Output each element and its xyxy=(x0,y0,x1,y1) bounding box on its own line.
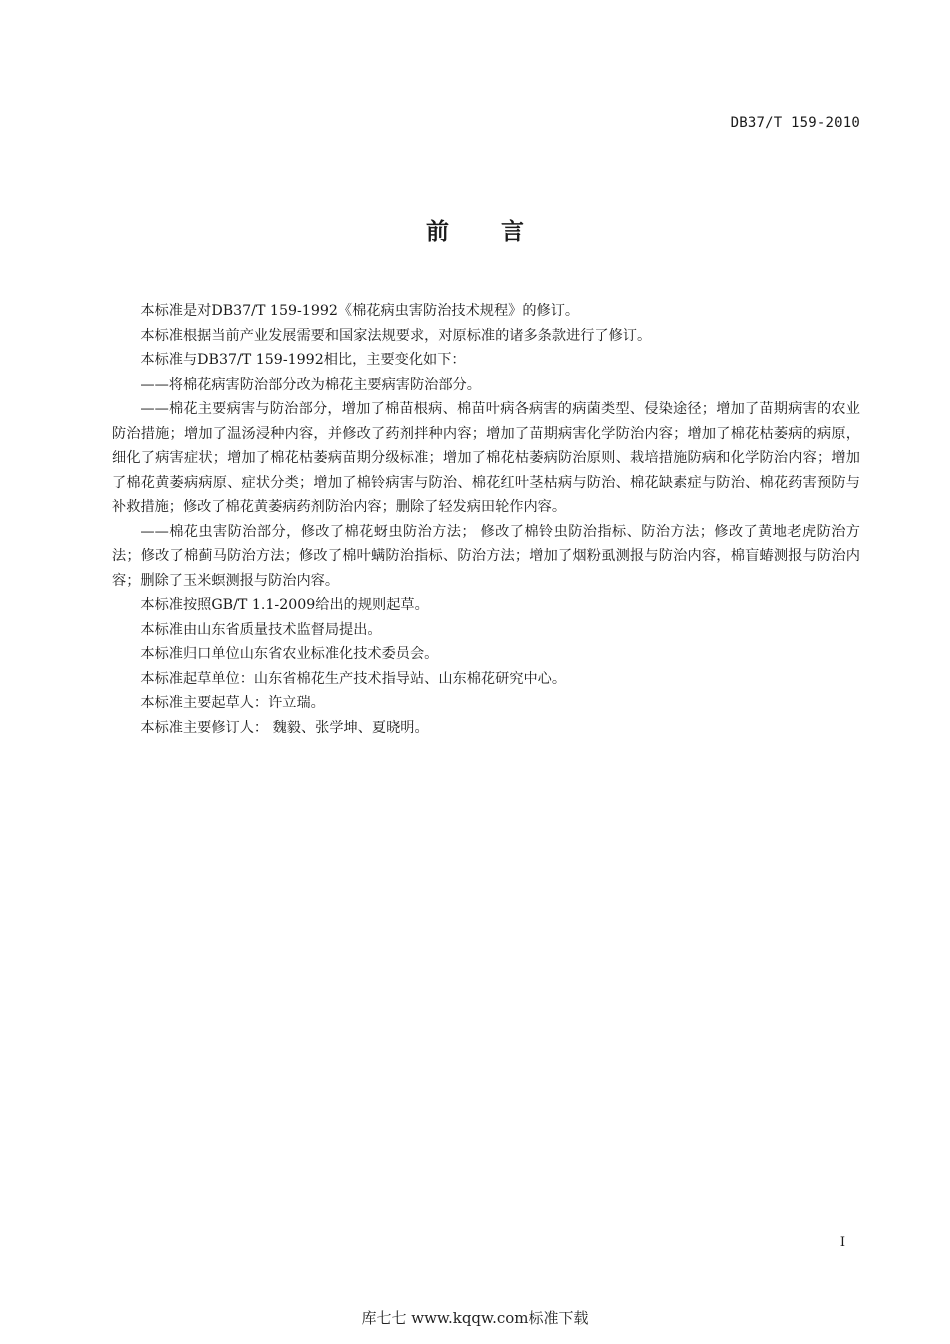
watermark-link[interactable]: 库七七 www.kqqw.com标准下载 xyxy=(361,1309,589,1327)
paragraph: 本标准与DB37/T 159-1992相比，主要变化如下： xyxy=(140,352,466,368)
document-code: DB37/T 159-2010 xyxy=(730,115,860,131)
paragraph: 本标准起草单位：山东省棉花生产技术指导站、山东棉花研究中心。 xyxy=(140,670,567,687)
paragraph: 本标准由山东省质量技术监督局提出。 xyxy=(140,621,382,638)
paragraph: 本标准按照GB/T 1.1-2009给出的规则起草。 xyxy=(140,597,429,613)
paragraph: 本标准主要修订人： 魏毅、张学坤、夏晓明。 xyxy=(140,719,429,736)
paragraph: ——将棉花病害防治部分改为棉花主要病害防治部分。 xyxy=(140,376,481,393)
paragraph: ——棉花虫害防治部分，修改了棉花蚜虫防治方法； 修改了棉铃虫防治指标、防治方法；修改了黄地老虎防治方法；修改了棉蓟马防治方法；修改了棉叶螨防治指标、防治方法；增加了烟粉虱测报与防治内容，棉盲蝽测报与防治内容；删除了玉米螟测报与防治内容。 xyxy=(112,523,860,589)
page-title: 前言 xyxy=(426,219,576,245)
paragraph: 本标准归口单位山东省农业标准化技术委员会。 xyxy=(140,646,439,662)
paragraph: 本标准主要起草人：许立瑞。 xyxy=(140,695,325,711)
paragraph: ——棉花主要病害与防治部分，增加了棉苗根病、棉苗叶病各病害的病菌类型、侵染途径；增加了苗期病害的农业防治措施；增加了温汤浸种内容，并修改了药剂拌种内容；增加了苗期病害化学防治内容；增加了棉花枯萎病的病原，细化了病害症状；增加了棉花枯萎病苗期分级标准；增加了棉花枯萎病防治原则、栽培措施防病和化学防治内容；增加了棉花黄萎病病原、症状分类；增加了棉铃病害与防治、棉花红叶茎枯病与防治、棉花缺素症与防治、棉花药害预防与补救措施；修改了棉花黄萎病药剂防治内容；删除了轻发病田轮作内容。 xyxy=(112,401,860,515)
page-number: I xyxy=(839,1235,845,1250)
paragraph: 本标准根据当前产业发展需要和国家法规要求，对原标准的诸多条款进行了修订。 xyxy=(140,327,652,344)
paragraph: 本标准是对DB37/T 159-1992《棉花病虫害防治技术规程》的修订。 xyxy=(140,303,580,319)
foreword-body xyxy=(112,299,860,740)
